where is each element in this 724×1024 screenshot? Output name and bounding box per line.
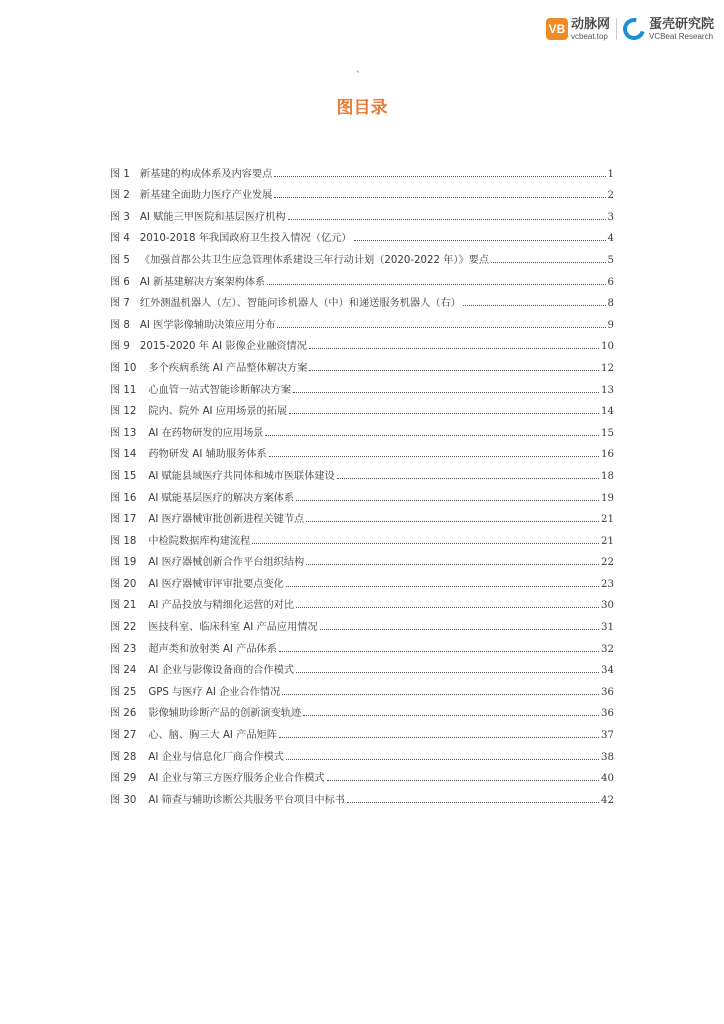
- toc-figure-number: 图 1: [110, 168, 130, 180]
- toc-page-number: 16: [601, 449, 614, 461]
- toc-page-number: 31: [601, 622, 614, 634]
- toc-figure-number: 图 25: [110, 686, 137, 698]
- toc-leader-dots: [354, 240, 606, 241]
- toc-leader-dots: [267, 284, 605, 285]
- toc-figure-number: 图 22: [110, 622, 137, 634]
- toc-figure-title: 心血管一站式智能诊断解决方案: [148, 384, 292, 396]
- toc-figure-title: 新基建的构成体系及内容要点: [139, 168, 273, 180]
- toc-leader-dots: [463, 305, 606, 306]
- toc-figure-title: 药物研发 AI 辅助服务体系: [148, 449, 267, 461]
- toc-entry[interactable]: [110, 504, 614, 526]
- toc-figure-title: 新基建全面助力医疗产业发展: [139, 190, 273, 202]
- toc-entry[interactable]: [110, 417, 614, 439]
- toc-entry[interactable]: [110, 352, 614, 374]
- toc-leader-dots: [252, 543, 599, 544]
- toc-entry[interactable]: [110, 396, 614, 418]
- toc-entry[interactable]: [110, 763, 614, 785]
- toc-page-number: 14: [601, 406, 614, 418]
- toc-figure-number: 图 10: [110, 362, 137, 374]
- toc-entry[interactable]: [110, 741, 614, 763]
- toc-entry[interactable]: [110, 590, 614, 612]
- toc-figure-number: 图 26: [110, 708, 137, 720]
- toc-figure-number: 图 16: [110, 492, 137, 504]
- toc-leader-dots: [286, 759, 599, 760]
- toc-leader-dots: [288, 219, 606, 220]
- toc-entry[interactable]: [110, 460, 614, 482]
- toc-entry[interactable]: [110, 784, 614, 806]
- toc-figure-title: 影像辅助诊断产品的创新演变轨迹: [148, 708, 302, 720]
- toc-page-number: 21: [601, 514, 614, 526]
- toc-figure-title: 2015-2020 年 AI 影像企业融资情况: [139, 341, 307, 353]
- toc-page-number: 30: [601, 600, 614, 612]
- vcbeat-logo: [546, 18, 610, 41]
- toc-page-number: 12: [601, 362, 614, 374]
- toc-figure-title: AI 赋能县域医疗共同体和城市医联体建设: [148, 470, 335, 482]
- toc-entry[interactable]: [110, 201, 614, 223]
- toc-entry[interactable]: [110, 158, 614, 180]
- toc-leader-dots: [296, 607, 599, 608]
- stray-mark: 、: [356, 65, 366, 75]
- toc-entry[interactable]: [110, 244, 614, 266]
- toc-page-number: 38: [601, 751, 614, 763]
- toc-leader-dots: [279, 651, 599, 652]
- toc-entry[interactable]: [110, 288, 614, 310]
- toc-figure-title: 多个疾病系统 AI 产品整体解决方案: [148, 362, 308, 374]
- toc-figure-title: AI 企业与影像设备商的合作模式: [148, 665, 295, 677]
- toc-leader-dots: [306, 564, 599, 565]
- toc-page-number: 3: [607, 211, 614, 223]
- page-title: 图目录: [336, 98, 388, 118]
- toc-figure-number: 图 18: [110, 535, 137, 547]
- toc-figure-number: 图 17: [110, 514, 137, 526]
- toc-page-number: 32: [601, 643, 614, 655]
- toc-figure-title: 心、脑、胸三大 AI 产品矩阵: [148, 730, 277, 742]
- toc-entry[interactable]: [110, 719, 614, 741]
- toc-leader-dots: [491, 262, 605, 263]
- toc-page-number: 23: [601, 578, 614, 590]
- toc-page-number: 1: [607, 168, 614, 180]
- toc-leader-dots: [279, 737, 599, 738]
- toc-figure-number: 图 14: [110, 449, 137, 461]
- toc-figure-number: 图 13: [110, 427, 137, 439]
- vcbeat-research-logo: [623, 18, 714, 41]
- toc-page-number: 21: [601, 535, 614, 547]
- toc-page-number: 36: [601, 708, 614, 720]
- toc-entry[interactable]: [110, 223, 614, 245]
- toc-figure-number: 图 2: [110, 190, 130, 202]
- toc-figure-number: 图 15: [110, 470, 137, 482]
- toc-figure-title: AI 医疗器械审批创新进程关键节点: [148, 514, 305, 526]
- toc-figure-number: 图 30: [110, 794, 137, 806]
- toc-leader-dots: [265, 435, 599, 436]
- vcbeat-badge-icon: VB: [546, 18, 568, 40]
- toc-figure-number: 图 9: [110, 341, 130, 353]
- toc-leader-dots: [296, 500, 599, 501]
- toc-figure-title: AI 新基建解决方案架构体系: [139, 276, 266, 288]
- toc-figure-title: AI 医学影像辅助决策应用分布: [139, 319, 276, 331]
- toc-figure-number: 图 20: [110, 578, 137, 590]
- toc-entry[interactable]: [110, 374, 614, 396]
- toc-leader-dots: [282, 694, 599, 695]
- toc-entry[interactable]: [110, 611, 614, 633]
- toc-entry[interactable]: [110, 633, 614, 655]
- toc-page-number: 8: [607, 298, 614, 310]
- toc-page-number: 2: [607, 190, 614, 202]
- toc-page-number: 15: [601, 427, 614, 439]
- toc-leader-dots: [337, 478, 599, 479]
- toc-figure-number: 图 6: [110, 276, 130, 288]
- toc-page-number: 18: [601, 470, 614, 482]
- toc-figure-title: AI 医疗器械创新合作平台组织结构: [148, 557, 305, 569]
- research-logo-subtitle: VCBeat Research: [648, 31, 714, 41]
- toc-figure-title: 超声类和放射类 AI 产品体系: [148, 643, 277, 655]
- toc-entry[interactable]: [110, 698, 614, 720]
- toc-page-number: 13: [601, 384, 614, 396]
- toc-figure-number: 图 5: [110, 254, 130, 266]
- toc-leader-dots: [303, 715, 599, 716]
- toc-leader-dots: [269, 456, 599, 457]
- toc-figure-title: AI 赋能基层医疗的解决方案体系: [148, 492, 295, 504]
- toc-leader-dots: [347, 802, 599, 803]
- toc-leader-dots: [320, 629, 599, 630]
- toc-leader-dots: [274, 197, 605, 198]
- header-divider: [616, 18, 617, 40]
- toc-entry[interactable]: [110, 309, 614, 331]
- toc-page-number: 10: [601, 341, 614, 353]
- vcbeat-logo-name: 动脉网: [570, 16, 610, 32]
- toc-entry[interactable]: [110, 439, 614, 461]
- toc-leader-dots: [274, 176, 605, 177]
- toc-figure-title: AI 企业与第三方医疗服务企业合作模式: [148, 773, 325, 785]
- toc-page-number: 5: [607, 254, 614, 266]
- toc-figure-number: 图 24: [110, 665, 137, 677]
- vcbeat-logo-domain: vcbeat.top: [570, 31, 608, 41]
- toc-entry[interactable]: [110, 482, 614, 504]
- toc-figure-title: 院内、院外 AI 应用场景的拓展: [148, 406, 288, 418]
- toc-page-number: 34: [601, 665, 614, 677]
- toc-page-number: 40: [601, 773, 614, 785]
- toc-leader-dots: [306, 521, 599, 522]
- toc-entry[interactable]: [110, 331, 614, 353]
- toc-leader-dots: [286, 586, 599, 587]
- toc-figure-number: 图 19: [110, 557, 137, 569]
- toc-figure-number: 图 12: [110, 406, 137, 418]
- toc-entry[interactable]: [110, 655, 614, 677]
- toc-figure-title: 中检院数据库构建流程: [148, 535, 251, 547]
- toc-figure-number: 图 27: [110, 730, 137, 742]
- toc-page-number: 42: [601, 794, 614, 806]
- toc-entry[interactable]: [110, 525, 614, 547]
- toc-page-number: 22: [601, 557, 614, 569]
- toc-figure-number: 图 4: [110, 233, 130, 245]
- toc-page-number: 4: [607, 233, 614, 245]
- toc-figure-title: AI 产品投放与精细化运营的对比: [148, 600, 295, 612]
- toc-figure-title: 2010-2018 年我国政府卫生投入情况（亿元）: [139, 233, 352, 245]
- toc-figure-number: 图 8: [110, 319, 130, 331]
- toc-page-number: 19: [601, 492, 614, 504]
- toc-figure-title: 《加强首都公共卫生应急管理体系建设三年行动计划（2020-2022 年）》要点: [139, 254, 490, 266]
- ring-logo-icon: [619, 14, 649, 44]
- toc-leader-dots: [277, 327, 605, 328]
- toc-figure-title: 红外测温机器人（左）、智能问诊机器人（中）和递送服务机器人（右）: [139, 298, 461, 310]
- toc-page-number: 37: [601, 730, 614, 742]
- toc-figure-number: 图 23: [110, 643, 137, 655]
- page-header: [546, 14, 714, 44]
- toc-page-number: 6: [607, 276, 614, 288]
- research-logo-name: 蛋壳研究院: [648, 16, 714, 32]
- toc-figure-title: AI 赋能三甲医院和基层医疗机构: [139, 211, 286, 223]
- toc-leader-dots: [293, 392, 599, 393]
- toc-page-number: 36: [601, 686, 614, 698]
- toc-figure-number: 图 11: [110, 384, 137, 396]
- toc-figure-title: AI 医疗器械审评审批要点变化: [148, 578, 284, 590]
- toc-figure-number: 图 7: [110, 298, 130, 310]
- toc-leader-dots: [296, 672, 599, 673]
- toc-leader-dots: [309, 348, 599, 349]
- toc-entry[interactable]: [110, 180, 614, 202]
- toc-figure-title: AI 企业与信息化厂商合作模式: [148, 751, 284, 763]
- toc-figure-title: GPS 与医疗 AI 企业合作情况: [148, 686, 281, 698]
- toc-entry[interactable]: [110, 676, 614, 698]
- toc-figure-title: AI 在药物研发的应用场景: [148, 427, 264, 439]
- toc-leader-dots: [289, 413, 599, 414]
- toc-figure-number: 图 3: [110, 211, 130, 223]
- toc-figure-number: 图 21: [110, 600, 137, 612]
- toc-page-number: 9: [607, 319, 614, 331]
- toc-figure-title: 医技科室、临床科室 AI 产品应用情况: [148, 622, 318, 634]
- toc-entry[interactable]: [110, 266, 614, 288]
- toc-figure-number: 图 29: [110, 773, 137, 785]
- toc-leader-dots: [309, 370, 599, 371]
- toc-figure-title: AI 筛查与辅助诊断公共服务平台项目中标书: [148, 794, 345, 806]
- toc-entry[interactable]: [110, 547, 614, 569]
- toc-figure-number: 图 28: [110, 751, 137, 763]
- toc-leader-dots: [327, 780, 599, 781]
- figure-table-of-contents: [110, 158, 614, 806]
- toc-entry[interactable]: [110, 568, 614, 590]
